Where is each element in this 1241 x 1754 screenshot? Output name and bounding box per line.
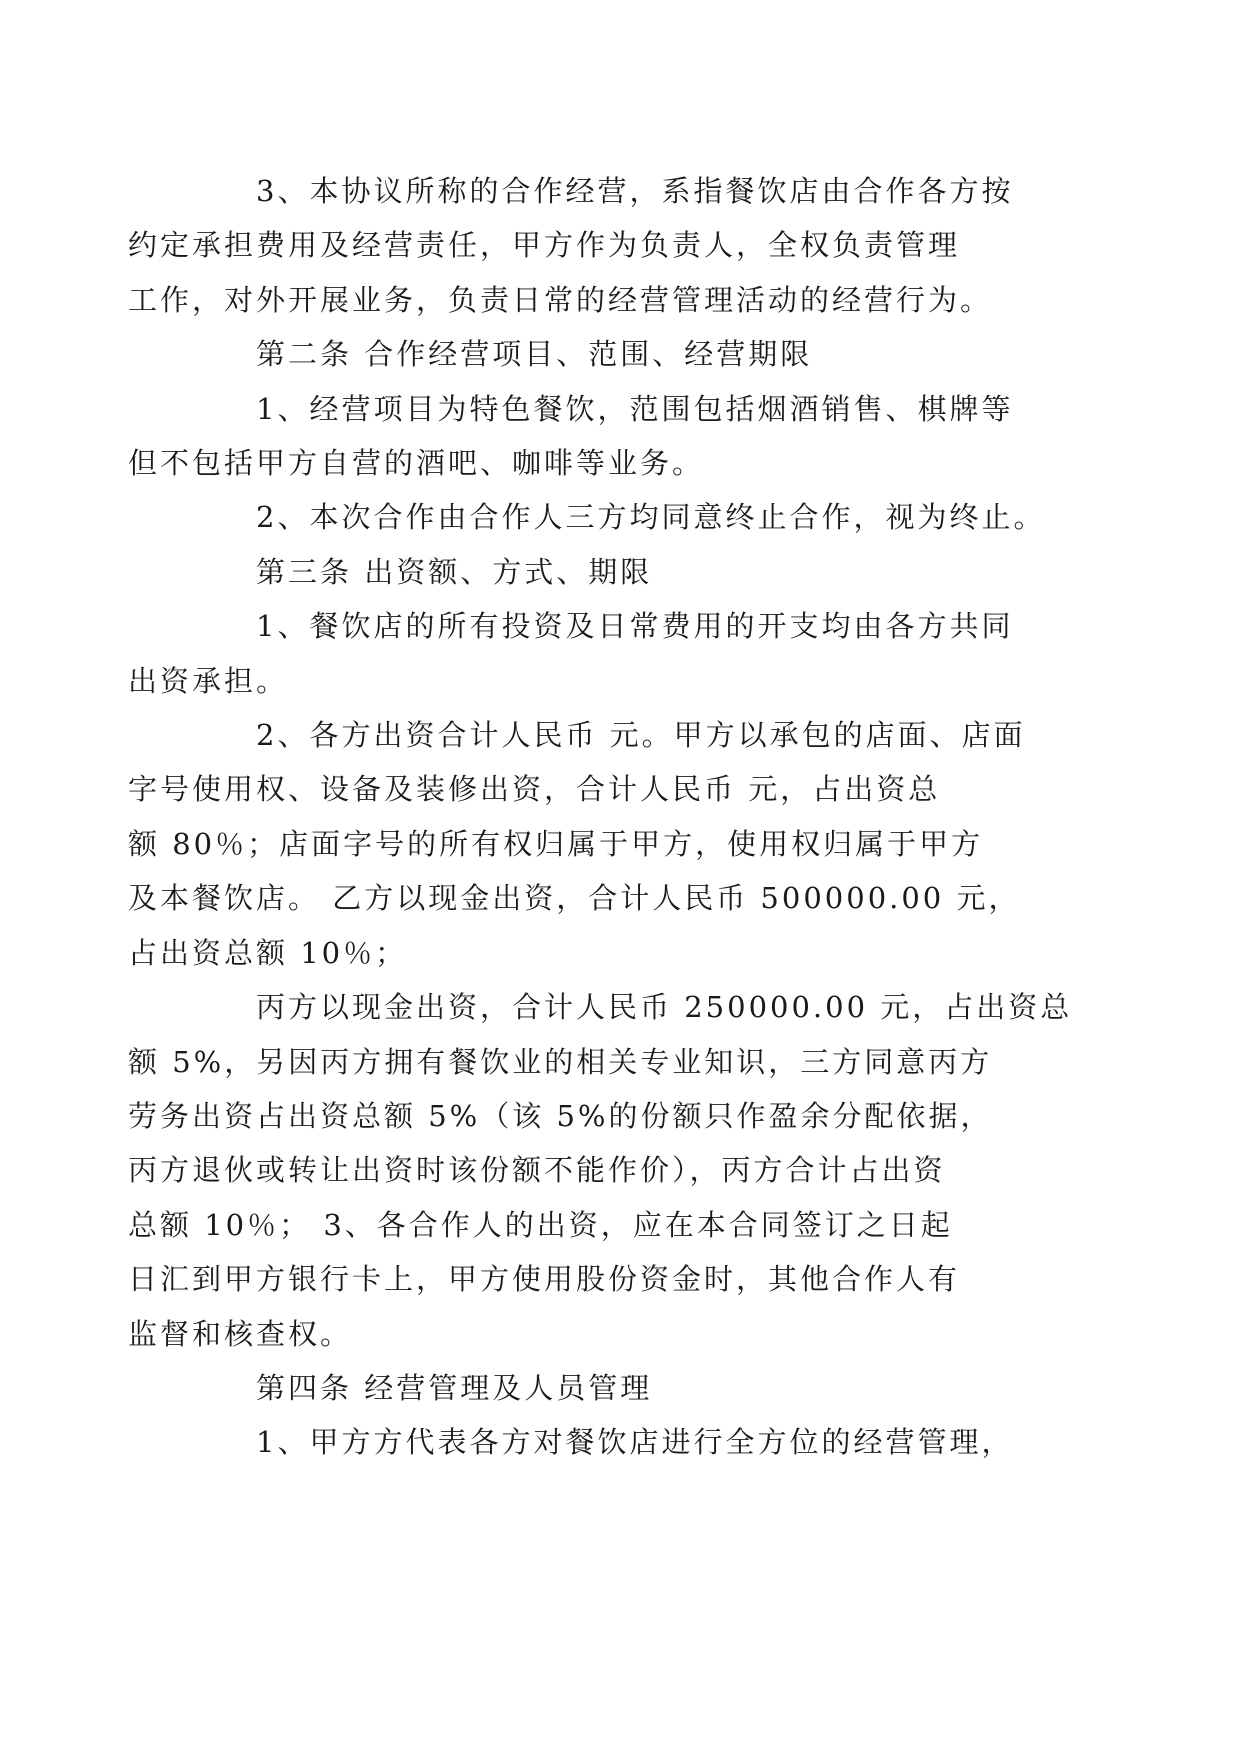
paragraph-clause-3-1 bbox=[128, 599, 1052, 708]
paragraph-clause-4-1 bbox=[192, 1415, 1052, 1469]
paragraph-line: 额 5%，另因丙方拥有餐饮业的相关专业知识，三方同意丙方 bbox=[128, 1044, 993, 1079]
paragraph-line: 总额 10％； 3、各合作人的出资，应在本合同签订之日起 bbox=[128, 1207, 953, 1242]
paragraph-line: 3、本协议所称的合作经营，系指餐饮店由合作各方按 bbox=[256, 174, 1014, 208]
paragraph-clause-2-2 bbox=[192, 490, 1052, 544]
paragraph-line: 第四条 经营管理及人员管理 bbox=[256, 1370, 653, 1405]
paragraph-line: 日汇到甲方银行卡上，甲方使用股份资金时，其他合作人有 bbox=[128, 1262, 961, 1297]
paragraph-line: 2、本次合作由合作人三方均同意终止合作，视为终止。 bbox=[256, 500, 1046, 535]
paragraph-line: 约定承担费用及经营责任，甲方作为负责人，全权负责管理 bbox=[128, 228, 961, 263]
paragraph-clause-2-1 bbox=[128, 382, 1052, 491]
paragraph-clause-3-2 bbox=[128, 708, 1052, 980]
paragraph-line: 2、各方出资合计人民币 元。甲方以承包的店面、店面 bbox=[256, 718, 1026, 753]
paragraph-clause-1-3 bbox=[128, 164, 1052, 327]
paragraph-line: 第二条 合作经营项目、范围、经营期限 bbox=[256, 337, 813, 372]
paragraph-line: 1、餐饮店的所有投资及日常费用的开支均由各方共同 bbox=[256, 609, 1014, 644]
paragraph-line: 劳务出资占出资总额 5%（该 5%的份额只作盈余分配依据， bbox=[128, 1098, 993, 1133]
paragraph-clause-3-2-b bbox=[128, 980, 1073, 1361]
paragraph-line: 但不包括甲方自营的酒吧、咖啡等业务。 bbox=[128, 446, 705, 481]
paragraph-line: 出资承担。 bbox=[128, 663, 289, 698]
paragraph-article-2-heading bbox=[192, 327, 1052, 381]
paragraph-line: 第三条 出资额、方式、期限 bbox=[256, 554, 653, 589]
paragraph-line: 及本餐饮店。 乙方以现金出资，合计人民币 500000.00 元， bbox=[128, 881, 1021, 916]
paragraph-line: 额 80％；店面字号的所有权归属于甲方，使用权归属于甲方 bbox=[128, 826, 984, 861]
paragraph-article-4-heading bbox=[192, 1361, 1052, 1415]
paragraph-article-3-heading bbox=[192, 545, 1052, 599]
paragraph-line: 丙方以现金出资，合计人民币 250000.00 元，占出资总 bbox=[256, 990, 1073, 1025]
paragraph-line: 工作，对外开展业务，负责日常的经营管理活动的经营行为。 bbox=[128, 282, 993, 317]
paragraph-line: 监督和核查权。 bbox=[128, 1316, 353, 1351]
paragraph-line: 占出资总额 10％； bbox=[128, 935, 408, 970]
paragraph-line: 1、经营项目为特色餐饮，范围包括烟酒销售、棋牌等 bbox=[256, 391, 1014, 426]
paragraph-line: 1、甲方方代表各方对餐饮店进行全方位的经营管理， bbox=[256, 1425, 1014, 1460]
paragraph-line: 字号使用权、设备及装修出资，合计人民币 元，占出资总 bbox=[128, 772, 941, 807]
document-body bbox=[128, 164, 1073, 1470]
paragraph-line: 丙方退伙或转让出资时该份额不能作价），丙方合计占出资 bbox=[128, 1153, 946, 1188]
